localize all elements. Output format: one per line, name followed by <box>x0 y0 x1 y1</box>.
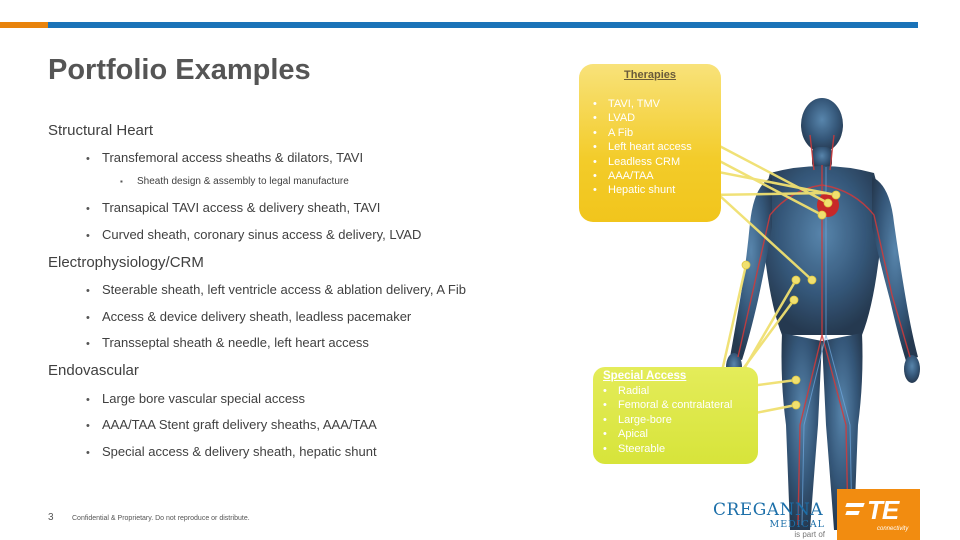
te-connectivity-logo <box>837 489 920 540</box>
therapies-callout <box>579 64 721 222</box>
bullet-transseptal: • Transseptal sheath & needle, left heart access <box>86 335 369 350</box>
section-heading-electrophysiology: Electrophysiology/CRM <box>48 254 204 271</box>
te-wordmark: TE <box>867 495 899 525</box>
bullet-transapical: • Transapical TAVI access & delivery sheath, TAVI <box>86 200 380 215</box>
bullet-hepatic-shunt: • Special access & delivery sheath, hepatic shunt <box>86 444 377 459</box>
list-item: • Femoral & contralateral <box>603 398 732 412</box>
special-access-list <box>603 384 732 456</box>
top-accent-bar-blue <box>48 22 918 28</box>
list-item: • A Fib <box>593 126 692 140</box>
list-item: • Large-bore <box>603 413 732 427</box>
bullet-transfemoral: • Transfemoral access sheaths & dilators, TAVI <box>86 150 363 165</box>
bullet-aaa-taa: • AAA/TAA Stent graft delivery sheaths, AAA/TAA <box>86 417 377 432</box>
te-logo-dash <box>845 503 864 507</box>
therapies-list <box>593 97 692 198</box>
list-item: • TAVI, TMV <box>593 97 692 111</box>
section-heading-structural-heart: Structural Heart <box>48 122 154 139</box>
list-item: • LVAD <box>593 111 692 125</box>
bullet-curved-sheath: • Curved sheath, coronary sinus access & delivery, LVAD <box>86 227 421 242</box>
te-tagline: connectivity <box>877 526 909 532</box>
te-logo-dash <box>845 511 859 515</box>
list-item: • Apical <box>603 427 732 441</box>
list-item: • AAA/TAA <box>593 169 692 183</box>
creganna-wordmark: CREGANNA <box>713 500 824 520</box>
special-access-callout <box>593 367 758 464</box>
confidentiality-notice: Confidential & Proprietary. Do not reproduce or distribute. <box>72 515 250 522</box>
list-item: • Hepatic shunt <box>593 183 692 197</box>
section-heading-endovascular: Endovascular <box>48 362 139 379</box>
bullet-steerable-sheath: • Steerable sheath, left ventricle access & ablation delivery, A Fib <box>86 282 466 297</box>
list-item: • Left heart access <box>593 140 692 154</box>
page-title: Portfolio Examples <box>48 54 311 86</box>
creganna-medical-logo <box>713 500 825 539</box>
sub-bullet-sheath-design: ▪ Sheath design & assembly to legal manufacture <box>120 176 349 187</box>
therapies-title: Therapies <box>624 69 676 81</box>
list-item: • Steerable <box>603 442 732 456</box>
medical-wordmark: MEDICAL <box>769 519 825 530</box>
page-number: 3 <box>48 512 54 523</box>
list-item: • Radial <box>603 384 732 398</box>
special-access-title: Special Access <box>603 370 687 382</box>
bullet-access-device-delivery: • Access & device delivery sheath, leadless pacemaker <box>86 309 411 324</box>
list-item: • Leadless CRM <box>593 155 692 169</box>
bullet-large-bore: • Large bore vascular special access <box>86 391 305 406</box>
top-accent-bar-orange <box>0 22 48 28</box>
is-part-of-label: is part of <box>794 530 825 539</box>
